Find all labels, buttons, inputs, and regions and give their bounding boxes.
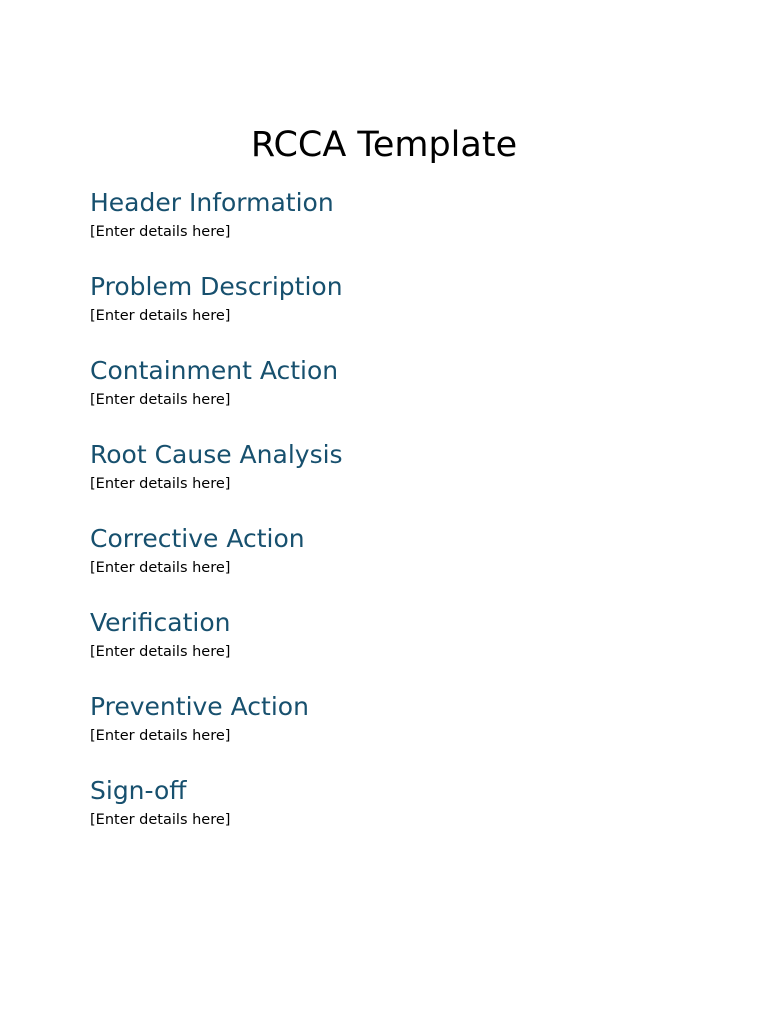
- document-title: RCCA Template: [250, 125, 518, 165]
- section-placeholder-text[interactable]: [Enter details here]: [90, 644, 231, 660]
- section-placeholder-text[interactable]: [Enter details here]: [90, 224, 231, 240]
- section-placeholder-text[interactable]: [Enter details here]: [90, 728, 231, 744]
- section-preventive-action: [90, 690, 690, 774]
- section-sign-off: [90, 774, 690, 858]
- section-problem-description: [90, 270, 690, 354]
- section-heading: Problem Description: [90, 272, 343, 301]
- section-placeholder-text[interactable]: [Enter details here]: [90, 392, 231, 408]
- section-containment-action: [90, 354, 690, 438]
- section-heading: Sign-off: [90, 776, 187, 805]
- section-heading: Root Cause Analysis: [90, 440, 343, 469]
- section-heading: Preventive Action: [90, 692, 309, 721]
- section-placeholder-text[interactable]: [Enter details here]: [90, 560, 231, 576]
- section-root-cause-analysis: [90, 438, 690, 522]
- section-heading: Header Information: [90, 188, 334, 217]
- section-heading: Verification: [90, 608, 231, 637]
- section-heading: Containment Action: [90, 356, 339, 385]
- section-corrective-action: [90, 522, 690, 606]
- section-heading: Corrective Action: [90, 524, 305, 553]
- section-placeholder-text[interactable]: [Enter details here]: [90, 308, 231, 324]
- section-verification: [90, 606, 690, 690]
- sections-list: [90, 186, 690, 858]
- section-header-information: [90, 186, 690, 270]
- section-placeholder-text[interactable]: [Enter details here]: [90, 812, 231, 828]
- section-placeholder-text[interactable]: [Enter details here]: [90, 476, 231, 492]
